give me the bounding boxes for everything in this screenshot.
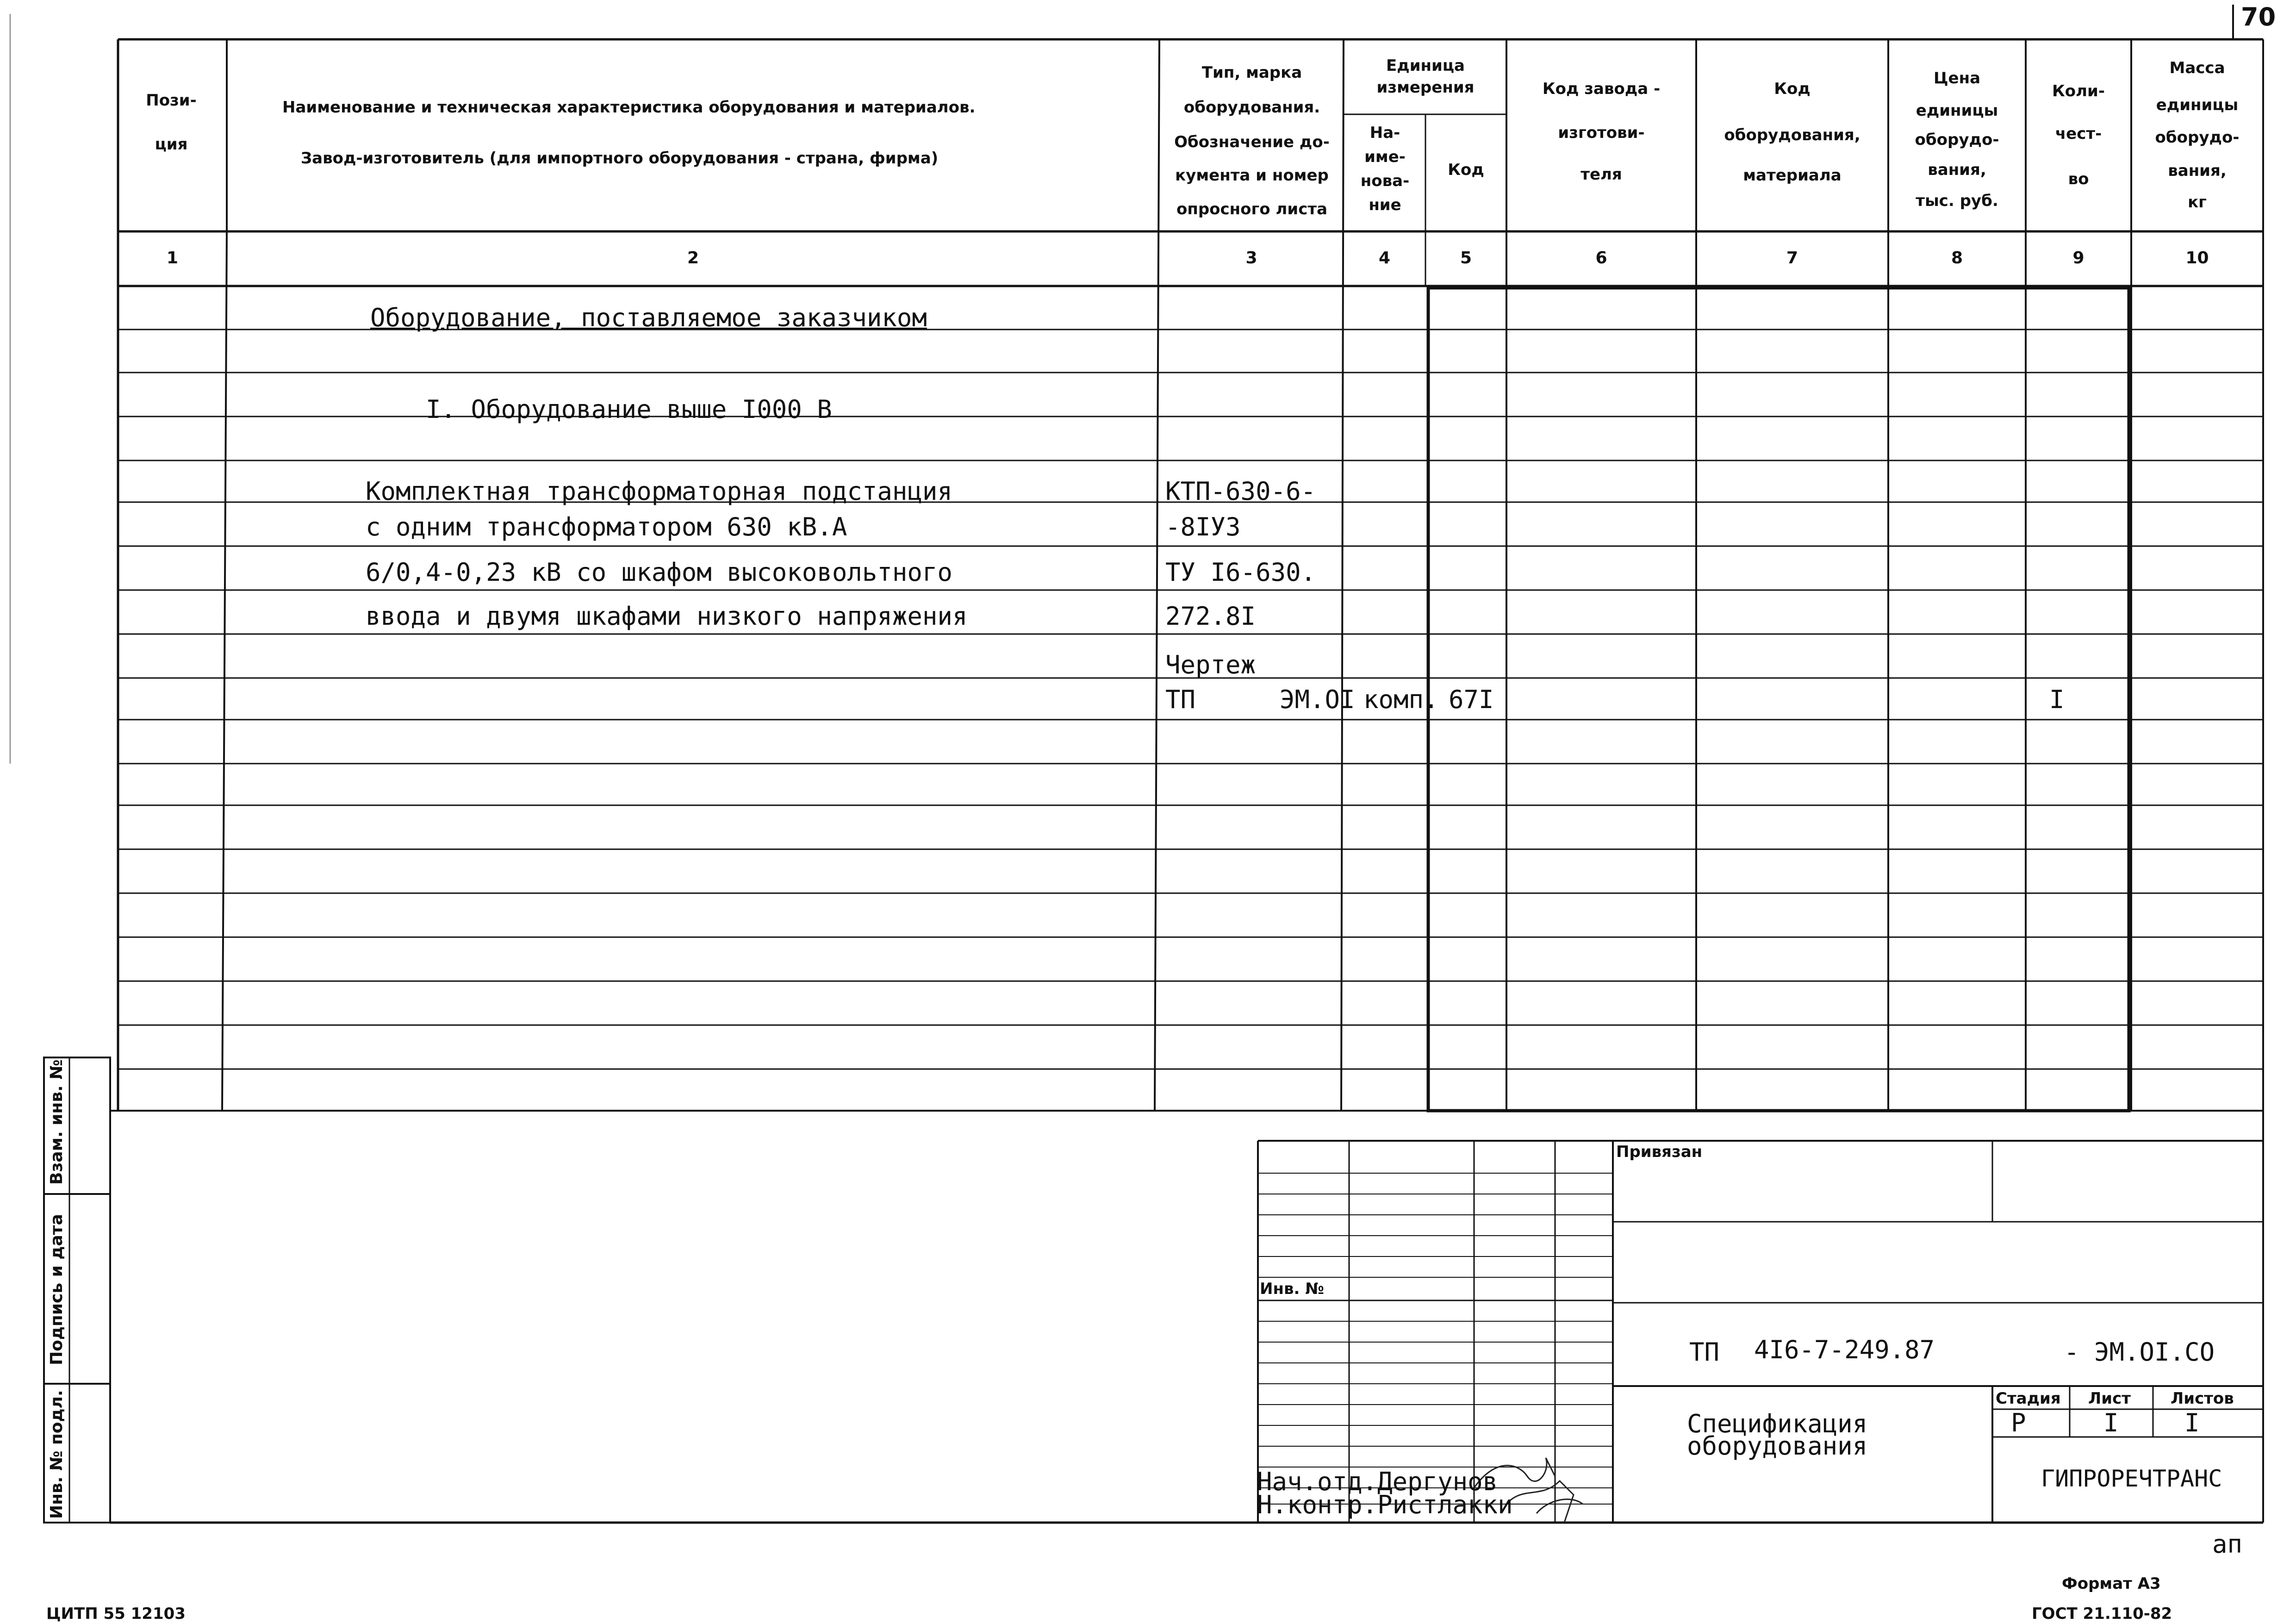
header-col1-line1: Пози- [146,91,197,110]
header-col6-line2: изготови- [1558,124,1645,142]
header-col8-line4: вания, [1928,161,1986,179]
signer-norm-control: Н.контр.Ристлакки [1257,1490,1513,1519]
colnum-4: 4 [1378,249,1391,267]
sheet-label: Лист [2088,1389,2131,1408]
stage-value: Р [2011,1408,2026,1437]
item-name-line3: 6/0,4-0,23 кВ со шкафом высоковольтного [366,558,952,587]
designation-number: 4I6-7-249.87 [1754,1335,1935,1364]
header-col8-line2: единицы [1916,101,1998,120]
colnum-8: 8 [1951,249,1963,267]
header-col8-line1: Цена [1933,69,1981,87]
colnum-6: 6 [1595,249,1607,267]
item-type-line2: -8IУ3 [1165,512,1241,541]
header-col7-line2: оборудования, [1724,126,1860,144]
item-type-line4: 272.8I [1165,602,1256,631]
stamp-podpis-data: Подпись и дата [47,1214,66,1365]
footer-format: Формат А3 [2062,1574,2161,1593]
sheets-value: I [2184,1408,2200,1437]
colnum-9: 9 [2072,249,2084,267]
header-col5: Код [1448,161,1484,179]
header-col3-line2: оборудования. [1183,98,1320,117]
colnum-10: 10 [2185,249,2209,267]
item-name-line2: с одним трансформатором 630 кВ.А [366,512,847,541]
header-col6-line3: теля [1580,165,1622,184]
header-col6-line1: Код завода - [1542,80,1661,98]
header-col3-line5: опросного листа [1176,200,1328,218]
header-col3-line3: Обозначение до- [1174,133,1330,151]
header-col10-line5: кг [2188,193,2207,211]
header-col3-line1: Тип, марка [1201,63,1302,82]
header-col1-line2: ция [155,135,188,154]
item-name-line1: Комплектная трансформаторная подстанция [366,477,952,506]
sheets-label: Листов [2171,1389,2234,1408]
header-col9-line1: Коли- [2052,82,2105,100]
drawing-ref-tp: ТП [1165,685,1196,714]
stamp-vzam-inv: Взам. инв. № [47,1059,66,1185]
item-type-line1: КТП-630-6- [1165,477,1316,506]
item-type-line5: Чертеж [1165,650,1256,679]
header-col4-line4: ние [1369,196,1401,214]
header-col3-line4: кумента и номер [1175,166,1329,185]
organization-name: ГИПРОРЕЧТРАНС [2041,1465,2222,1492]
privyazan-label: Привязан [1616,1143,1703,1161]
designation-tp: ТП [1689,1337,1720,1367]
header-col4-line3: нова- [1360,172,1410,190]
item-quantity: I [2049,685,2065,714]
footer-left-code: ЦИТП 55 12103 [46,1604,186,1623]
colnum-7: 7 [1786,249,1798,267]
header-col10-line4: вания, [2168,162,2227,180]
section-title: Оборудование, поставляемое заказчиком [370,303,927,332]
header-col10-line3: оборудо- [2155,128,2240,147]
header-col10-line1: Масса [2169,59,2225,77]
header-col4-line1: На- [1369,124,1400,142]
header-col4-line2: име- [1364,148,1406,166]
colnum-2: 2 [687,249,699,267]
header-col8-line5: тыс. руб. [1916,192,1998,210]
sheet-value: I [2103,1408,2119,1437]
signer-head-dept: Нач.отд.Дергунов [1257,1467,1498,1496]
stamp-inv-podl: Инв. № подл. [47,1390,66,1519]
item-type-line3: ТУ I6-630. [1165,558,1316,587]
header-col2-line2: Завод-изготовитель (для импортного оборудования - страна, фирма) [301,149,939,168]
header-col8-line3: оборудо- [1915,131,1999,149]
inv-no-label: Инв. № [1260,1280,1325,1298]
header-col9-line2: чест- [2055,124,2102,143]
header-col7-line3: материала [1743,166,1842,185]
header-col7-line1: Код [1774,80,1811,98]
header-col9-line3: во [2068,170,2089,188]
doc-title-line1: Спецификация [1687,1409,1868,1438]
footer-right-code: ГОСТ 21.110-82 [2032,1604,2172,1623]
drawing-ref-komp: комп. [1363,685,1439,714]
header-col2-line1: Наименование и техническая характеристика оборудования и материалов. [282,98,976,117]
drawing-ref-code: ЭМ.ОI [1280,685,1355,714]
item-name-line4: ввода и двумя шкафами низкого напряжения [366,602,968,631]
header-unit-line2: измерения [1376,78,1475,97]
drawing-ref-num: 67I [1449,685,1494,714]
designation-suffix: - ЭМ.ОI.СО [2064,1337,2215,1367]
colnum-3: 3 [1245,249,1257,267]
header-col10-line2: единицы [2156,96,2239,114]
subsection-title: I. Оборудование выше I000 В [426,395,832,424]
header-unit-line1: Единица [1386,56,1465,75]
colnum-5: 5 [1460,249,1472,267]
footer-mark: ап [2212,1530,2243,1559]
doc-title-line2: оборудования [1687,1431,1868,1461]
colnum-1: 1 [166,249,179,267]
sheet-number: 70 [2241,2,2276,31]
stage-label: Стадия [1996,1389,2061,1408]
